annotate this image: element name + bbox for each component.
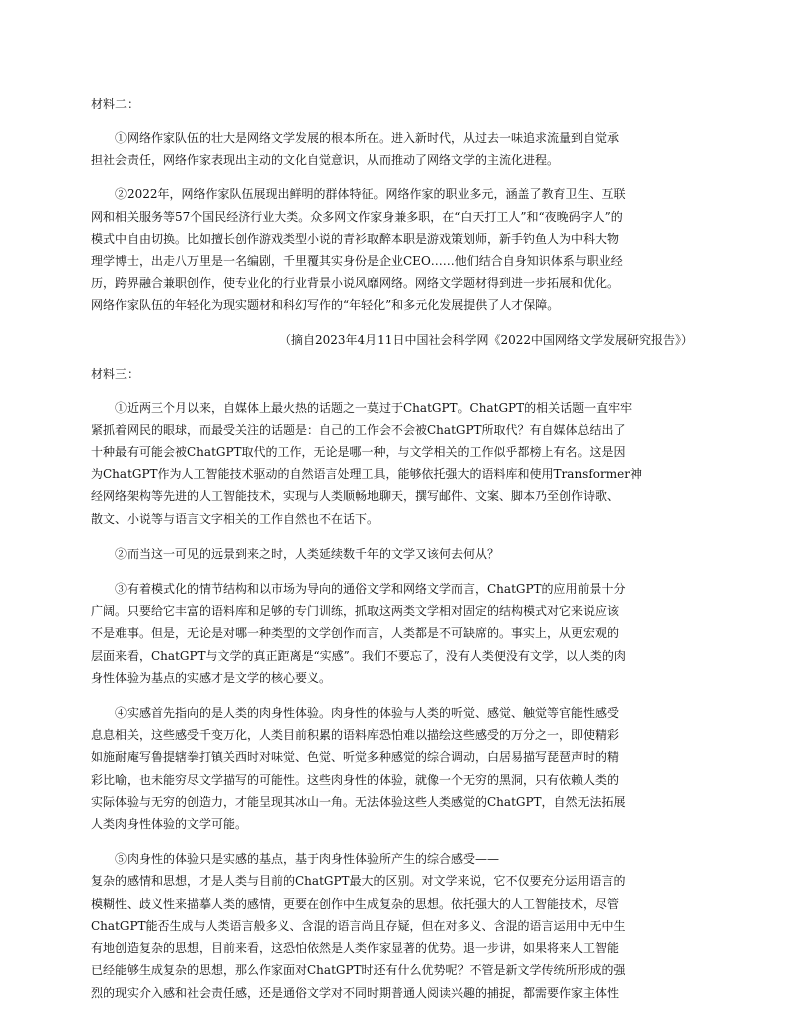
text-line: ①近两三个月以来，自媒体上最火热的话题之一莫过于ChatGPT。ChatGPT的相关话题一直牢牢: [115, 400, 633, 415]
text-line: 复杂的感情和思想，才是人类与目前的ChatGPT最大的区别。对文学来说，它不仅要充分运用语言的: [91, 874, 626, 889]
text-line: 人类肉身性体验的文学可能。: [91, 817, 248, 832]
text-line: 层面来看，ChatGPT与文学的真正距离是“实感”。我们不要忘了，没有人类便没有文学，以人类的肉: [91, 648, 626, 663]
text-line: 理学博士，出走八万里是一名编剧，千里覆其实身份是企业CEO……他们结合自身知识体系与职业经: [91, 254, 623, 269]
text-line: 紧抓着网民的眼球，而最受关注的话题是：自己的工作会不会被ChatGPT所取代？有自媒体总结出了: [91, 422, 626, 437]
text-line: 有地创造复杂的思想，目前来看，这恐怕依然是人类作家显著的优势。退一步讲，如果将来人工智能: [91, 941, 620, 956]
text-line: ①网络作家队伍的壮大是网络文学发展的根本所在。进入新时代，从过去一味追求流量到自觉承: [115, 131, 620, 145]
text-line: ⑤肉身性的体验只是实感的基点，基于肉身性体验所产生的综合感受——: [115, 852, 500, 867]
text-line: 担社会责任，网络作家表现出主动的文化自觉意识，从而推动了网络文学的主流化进程。: [91, 153, 560, 168]
text-line: 不是难事。但是，无论是对哪一种类型的文学创作而言，人类都是不可缺席的。事实上，从更宏观的: [91, 626, 620, 641]
text-line: 身性体验为基点的实感才是文学的核心要义。: [91, 670, 332, 685]
text-line: 散文、小说等与语言文字相关的工作自然也不在话下。: [91, 511, 380, 526]
text-line: 历，跨界融合兼职创作，使专业化的行业背景小说风靡网络。网络文学题材得到进一步拓展和优化。: [91, 276, 620, 291]
material-2-paragraph-1: [91, 127, 693, 171]
text-line: ChatGPT能否生成与人类语言般多义、含混的语言尚且存疑，但在对多义、含混的语言运用中无中生: [91, 918, 626, 933]
material-3-paragraph-1: [91, 397, 693, 530]
text-line: ②2022年，网络作家队伍展现出鲜明的群体特征。网络作家的职业多元，涵盖了教育卫生、互联: [115, 187, 626, 202]
text-line: 网和相关服务等57个国民经济行业大类。众多网文作家身兼多职，在“白天打工人”和“夜晚码字人”的: [91, 209, 623, 224]
text-line: ③有着模式化的情节结构和以市场为导向的通俗文学和网络文学而言，ChatGPT的应用前景十分: [115, 582, 626, 597]
text-line: 彩比喻，也未能穷尽文学描写的可能性。这些肉身性的体验，就像一个无穷的黑洞，只有依赖人类的: [91, 772, 620, 787]
material-3-paragraph-5: [91, 848, 693, 1003]
text-line: 模糊性、歧义性来描摹人类的感情，更要在创作中生成复杂的思想。依托强大的人工智能技术，尽管: [91, 896, 620, 911]
text-line: 十种最有可能会被ChatGPT取代的工作，无论是哪一种，与文学相关的工作似乎都榜上有名。这是因: [91, 445, 626, 460]
material-3-heading: 材料三：: [91, 366, 140, 381]
text-line: 实际体验与无穷的创造力，才能呈现其冰山一角。无法体验这些人类感觉的ChatGPT，自然无法拓展: [91, 794, 626, 809]
text-line: 如施耐庵写鲁提辖拳打镇关西时对味觉、色觉、听觉多种感觉的综合调动，白居易描写琵琶声时的精: [91, 750, 620, 765]
text-line: ④实感首先指向的是人类的肉身性体验。肉身性的体验与人类的听觉、感觉、触觉等官能性感受: [115, 706, 620, 721]
material-2-heading: 材料二：: [91, 97, 140, 111]
material-3-paragraph-4: [91, 702, 693, 835]
material-2-source: （摘自2023年4月11日中国社会科学网《2022中国网络文学发展研究报告》）: [279, 332, 693, 347]
text-line: 为ChatGPT作为人工智能技术驱动的自然语言处理工具，能够依托强大的语料库和使用Transformer神: [91, 467, 642, 482]
text-line: 网络作家队伍的年轻化为现实题材和科幻写作的“年轻化”和多元化发展提供了人才保障。: [91, 298, 560, 313]
text-line: 经网络架构等先进的人工智能技术，实现与人类顺畅地聊天，撰写邮件、文案、脚本乃至创作诗歌、: [91, 489, 620, 504]
material-3-paragraph-3: [91, 578, 693, 689]
text-line: 广阔。只要给它丰富的语料库和足够的专门训练，抓取这两类文学相对固定的结构模式对它来说应该: [91, 604, 620, 619]
text-line: 模式中自由切换。比如擅长创作游戏类型小说的青衫取醉本职是游戏策划师，新手钓鱼人为中科大物: [91, 231, 620, 246]
text-line: 已经能够生成复杂的思想，那么作家面对ChatGPT时还有什么优势呢？不管是新文学传统所形成的强: [91, 963, 626, 978]
text-line: ②而当这一可见的远景到来之时，人类延续数千年的文学又该何去何从？: [115, 546, 500, 561]
text-line: 烈的现实介入感和社会责任感，还是通俗文学对不同时期普通人阅读兴趣的捕捉，都需要作家主体性: [91, 985, 620, 1000]
material-3-paragraph-2: [91, 543, 693, 565]
document-content: [91, 93, 693, 1004]
text-line: 息息相关，这些感受千变万化，人类目前积累的语料库恐怕难以描绘这些感受的万分之一，即使精彩: [91, 728, 620, 743]
material-2-paragraph-2: [91, 183, 693, 316]
